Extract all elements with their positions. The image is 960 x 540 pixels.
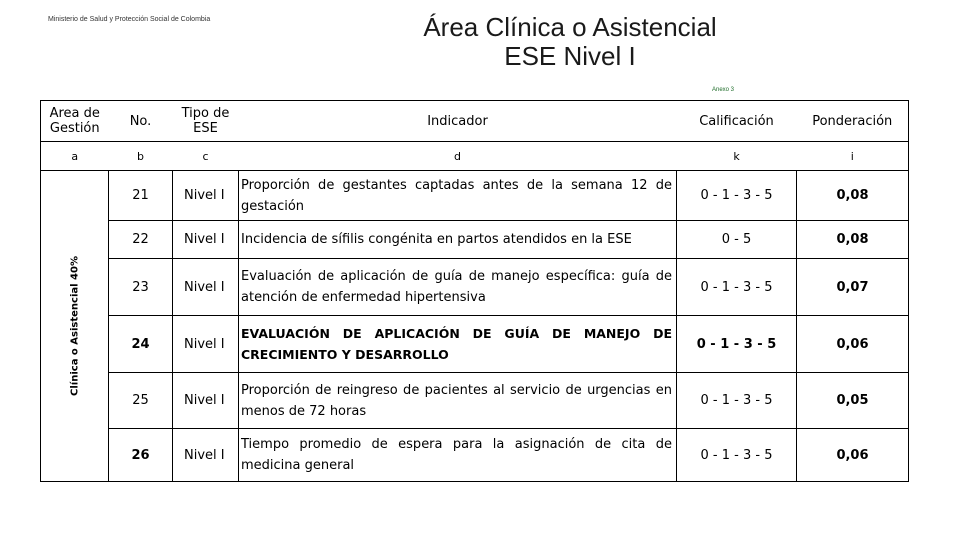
table-row (41, 171, 909, 221)
row-ponderacion: 0,05 (797, 373, 909, 429)
slide-title (360, 13, 780, 71)
letters-row (41, 142, 909, 171)
row-tipo: Nivel I (173, 221, 239, 259)
row-ponderacion: 0,07 (797, 259, 909, 316)
row-tipo: Nivel I (173, 171, 239, 221)
row-tipo: Nivel I (173, 316, 239, 373)
row-ponderacion: 0,08 (797, 221, 909, 259)
letter-tipo: c (173, 142, 239, 171)
row-tipo: Nivel I (173, 259, 239, 316)
row-calificacion: 0 - 1 - 3 - 5 (677, 171, 797, 221)
title-line-2: ESE Nivel I (504, 41, 636, 71)
table-row (41, 373, 909, 429)
row-no: 21 (109, 171, 173, 221)
row-calificacion: 0 - 1 - 3 - 5 (677, 373, 797, 429)
row-ponderacion: 0,06 (797, 316, 909, 373)
area-cell (41, 171, 109, 482)
header-row (41, 101, 909, 142)
col-header-calificacion: Calificación (677, 101, 797, 142)
row-ponderacion: 0,06 (797, 429, 909, 482)
title-line-1: Área Clínica o Asistencial (423, 12, 717, 42)
letter-no: b (109, 142, 173, 171)
row-indicador: EVALUACIÓN DE APLICACIÓN DE GUÍA DE MANEJO DE CRECIMIENTO Y DESARROLLO (239, 316, 677, 373)
row-calificacion: 0 - 1 - 3 - 5 (677, 429, 797, 482)
letter-calificacion: k (677, 142, 797, 171)
row-ponderacion: 0,08 (797, 171, 909, 221)
col-header-ponderacion: Ponderación (797, 101, 909, 142)
area-vertical-label: Clínica o Asistencial 40% (69, 256, 80, 396)
row-no: 22 (109, 221, 173, 259)
col-header-no: No. (109, 101, 173, 142)
row-indicador: Evaluación de aplicación de guía de manejo específica: guía de atención de enfermedad hipertensiva (239, 259, 677, 316)
annex-label: Anexo 3 (712, 87, 735, 93)
letter-indicador: d (239, 142, 677, 171)
row-no: 25 (109, 373, 173, 429)
row-indicador: Incidencia de sífilis congénita en partos atendidos en la ESE (239, 221, 677, 259)
indicators-table (40, 100, 909, 482)
row-indicador: Proporción de reingreso de pacientes al servicio de urgencias en menos de 72 horas (239, 373, 677, 429)
row-no: 24 (109, 316, 173, 373)
row-indicador: Tiempo promedio de espera para la asignación de cita de medicina general (239, 429, 677, 482)
table-row (41, 429, 909, 482)
table-row (41, 316, 909, 373)
table-row (41, 259, 909, 316)
row-no: 23 (109, 259, 173, 316)
table-row (41, 221, 909, 259)
row-calificacion: 0 - 1 - 3 - 5 (677, 259, 797, 316)
row-indicador: Proporción de gestantes captadas antes de la semana 12 de gestación (239, 171, 677, 221)
row-tipo: Nivel I (173, 429, 239, 482)
row-no: 26 (109, 429, 173, 482)
col-header-indicador: Indicador (239, 101, 677, 142)
row-calificacion: 0 - 5 (677, 221, 797, 259)
row-calificacion: 0 - 1 - 3 - 5 (677, 316, 797, 373)
letter-area: a (41, 142, 109, 171)
row-tipo: Nivel I (173, 373, 239, 429)
col-header-tipo: Tipo de ESE (173, 101, 239, 142)
ministry-label: Ministerio de Salud y Protección Social de Colombia (48, 16, 211, 23)
letter-ponderacion: i (797, 142, 909, 171)
col-header-area: Area de Gestión (41, 101, 109, 142)
